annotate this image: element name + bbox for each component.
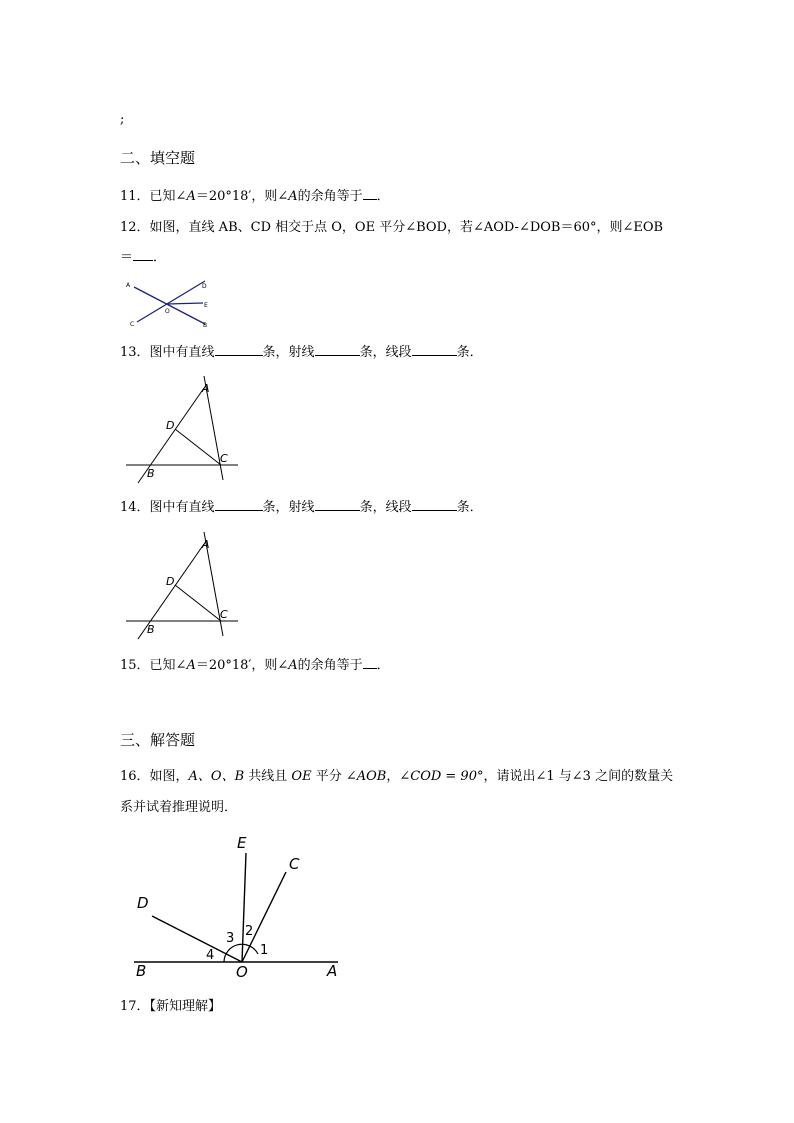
q15-text-b: ＝20°18′，则∠ (195, 658, 289, 673)
q13-label-d: D (166, 419, 175, 432)
question-12-line2 (120, 248, 166, 267)
q11-answer-blank[interactable] (363, 187, 377, 200)
q16-t5: 平分 (311, 769, 346, 784)
q12-figure (120, 272, 220, 334)
q12-line-cd (137, 281, 205, 322)
q15-var: A (186, 658, 196, 673)
q12-equals: ＝ (120, 250, 134, 265)
q11-text-d: ． (376, 189, 390, 204)
q12-label-c: C (130, 321, 135, 328)
q14-text-b: 条，射线 (262, 500, 315, 515)
q11-text-a: 11．已知∠ (120, 189, 187, 204)
q16-t4: OE (291, 769, 312, 784)
q13-text-d: 条． (456, 345, 483, 360)
q11-var: A (186, 189, 196, 204)
q13-blank-segments[interactable] (412, 343, 457, 356)
q16-ray-oe (242, 853, 246, 962)
q13-label-a: A (202, 382, 210, 395)
q11-var2: A (288, 189, 298, 204)
q12-label-b: B (203, 322, 208, 329)
q16-t2: A、O、B (188, 769, 245, 784)
q12-answer-blank[interactable] (133, 248, 153, 261)
q15-answer-blank[interactable] (363, 656, 377, 669)
q14-label-a: A (202, 538, 210, 551)
q16-t1: 16．如图， (120, 769, 189, 784)
q12-ray-oe (167, 303, 203, 304)
q14-figure (120, 528, 250, 642)
q15-text-d: ． (376, 658, 390, 673)
q16-angle-4: 4 (206, 948, 215, 963)
q13-blank-rays[interactable] (315, 343, 360, 356)
q11-text-b: ＝20°18′，则∠ (195, 189, 289, 204)
q14-blank-rays[interactable] (315, 498, 360, 511)
question-16-line2: 系并试着推理说明． (120, 800, 238, 815)
q16-angle-3: 3 (226, 931, 235, 946)
q15-text-a: 15．已知∠ (120, 658, 187, 673)
q14-label-d: D (166, 575, 175, 588)
q14-text-a: 14．图中有直线 (120, 500, 215, 515)
q12-label-a: A (126, 282, 131, 289)
q16-label-d: D (137, 894, 149, 912)
question-15 (120, 656, 390, 675)
question-12-line1: 12．如图，直线 AB、CD 相交于点 O，OE 平分∠BOD，若∠AOD-∠DOB＝60°，则∠EOB (120, 220, 664, 235)
q16-label-a: A (327, 962, 338, 980)
q16-label-o: O (236, 963, 248, 980)
q13-text-b: 条，射线 (262, 345, 315, 360)
q16-t9: ，请说出∠1 与∠3 之间的数量关 (483, 769, 674, 784)
q14-text-d: 条． (456, 500, 483, 515)
q12-line-ab (134, 287, 205, 324)
question-14 (120, 498, 483, 517)
q16-figure (120, 828, 350, 980)
question-16-line1 (120, 768, 673, 786)
q16-angle-2: 2 (245, 924, 254, 939)
q11-text-c: 的余角等于 (297, 189, 363, 204)
question-13 (120, 343, 483, 362)
q12-period: ． (153, 250, 167, 265)
q16-angle-arc (224, 944, 258, 962)
q12-label-e: E (204, 302, 208, 309)
q16-label-b: B (136, 962, 147, 980)
section-heading-fill-blank: 二、填空题 (120, 149, 196, 167)
q16-label-c: C (289, 855, 300, 873)
q14-text-c: 条，线段 (359, 500, 412, 515)
q16-t6: ∠AOB (345, 769, 387, 784)
q13-label-b: B (147, 467, 155, 480)
q13-segment-dc (175, 429, 221, 465)
q13-figure (120, 372, 250, 486)
q14-blank-lines[interactable] (215, 498, 263, 511)
q14-blank-segments[interactable] (412, 498, 457, 511)
q13-blank-lines[interactable] (215, 343, 263, 356)
section-heading-solve: 三、解答题 (120, 731, 196, 749)
q16-t7: ， (386, 769, 400, 784)
question-11 (120, 187, 390, 206)
q13-text-a: 13．图中有直线 (120, 345, 215, 360)
q15-text-c: 的余角等于 (297, 658, 363, 673)
q12-label-o: O (165, 308, 170, 315)
q16-angle-1: 1 (260, 943, 269, 958)
q16-t3: 共线且 (244, 769, 292, 784)
q13-label-c: C (220, 452, 228, 465)
q14-segment-dc (175, 585, 221, 621)
q14-label-c: C (220, 608, 228, 621)
semicolon-text: ; (120, 112, 125, 127)
q15-var2: A (288, 658, 298, 673)
q16-label-e: E (237, 834, 247, 852)
q16-t8: ∠COD = 90° (399, 769, 484, 784)
q14-label-b: B (147, 623, 155, 636)
q13-text-c: 条，线段 (359, 345, 412, 360)
question-17: 17．【新知理解】 (120, 999, 222, 1014)
q12-label-d: D (202, 283, 207, 290)
